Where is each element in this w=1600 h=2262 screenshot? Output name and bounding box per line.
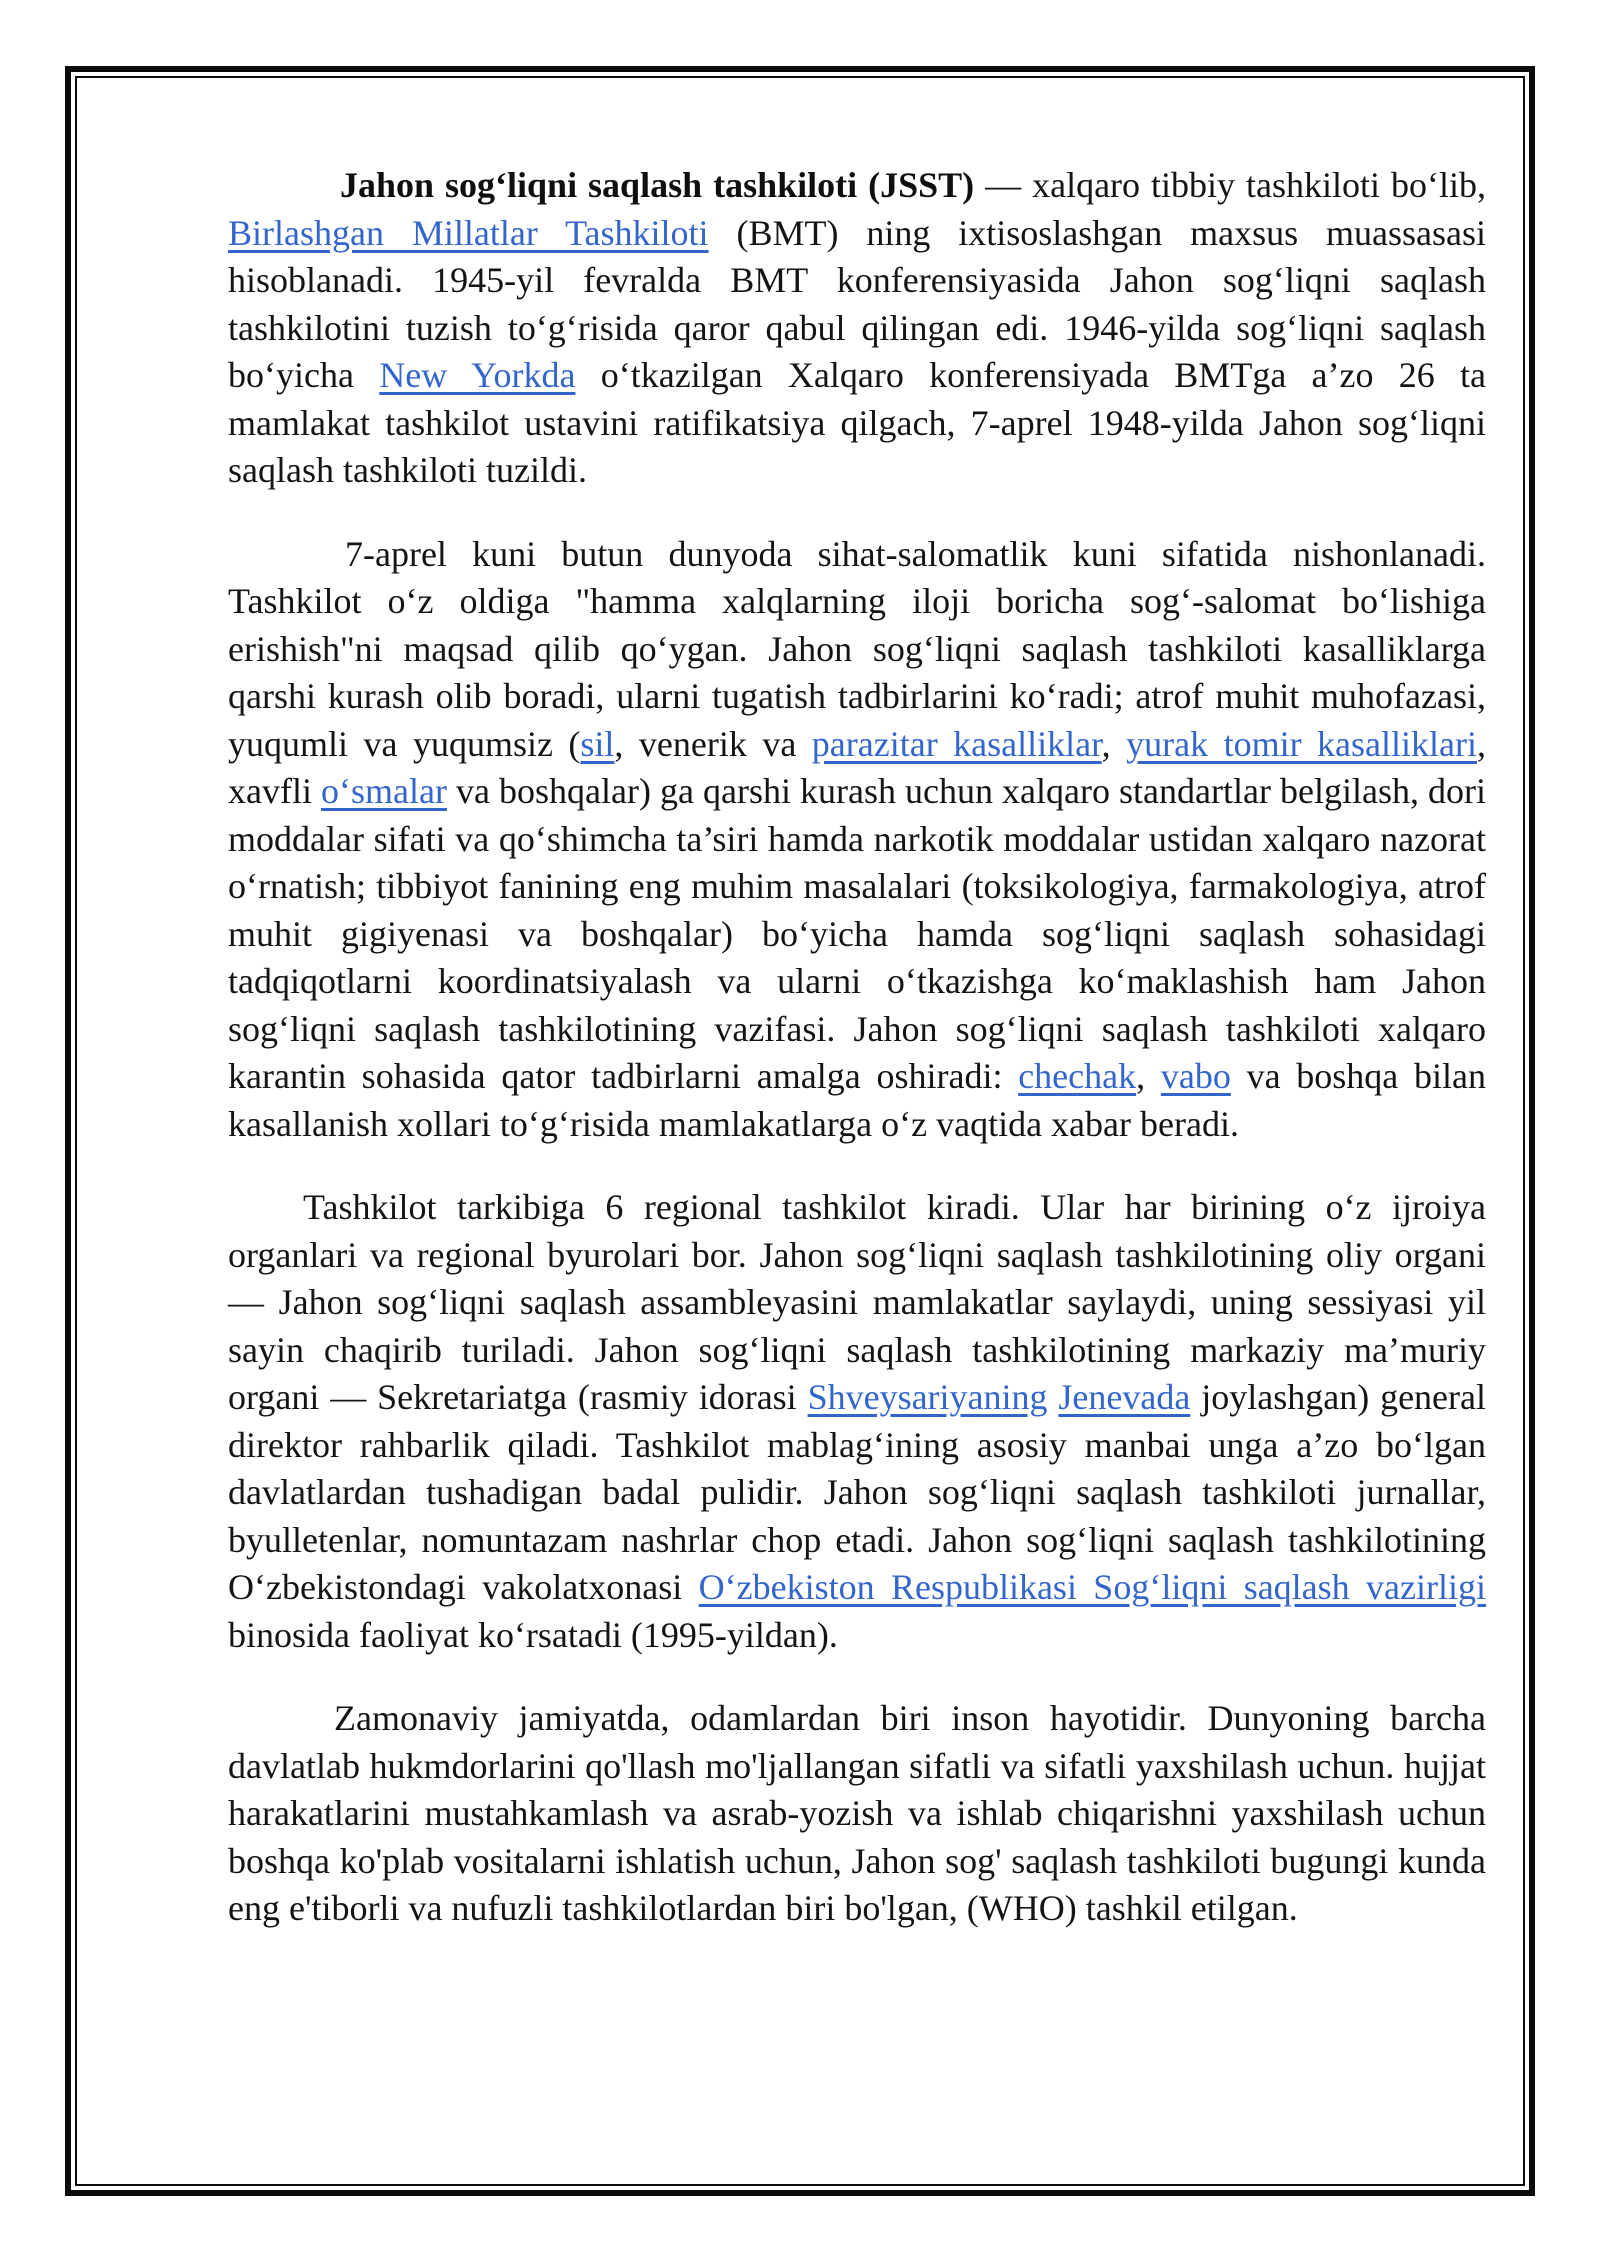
text-run: joylashgan) general direktor rahbarlik qiladi. Tashkilot mablagʻining asosiy manbai unga a’zo boʻlgan davlatlardan tushadigan badal pulidir. Jahon sogʻliqni saqlash tashkiloti jurnallar, byulletenlar, nomuntazam nashrlar chop etadi. Jahon sogʻliqni saqlash tashkilotining Oʻzbekistondagi vakolatxonasi <box>228 1377 1487 1607</box>
link-vabo[interactable]: vabo <box>1160 1056 1231 1096</box>
text-run: , venerik va <box>614 723 812 764</box>
link-sil[interactable]: sil <box>580 723 615 764</box>
link-chechak[interactable]: chechak <box>1018 1056 1137 1096</box>
text-run: , xavfli <box>228 723 1486 811</box>
link-yurak-tomir-kasalliklari[interactable]: yurak tomir kasalliklari <box>1126 723 1477 764</box>
paragraph-intro <box>228 162 1486 495</box>
text-run: va boshqalar) ga qarshi kurash uchun xalqaro standartlar belgilash, dori moddalar sifati va qoʻshimcha ta’siri hamda narkotik moddalar ustidan xalqaro nazorat oʻrnatish; tibbiyot fanining eng muhim masalalari (toksikologiya, farmakologiya, atrof muhit gigiyenasi va boshqalar) boʻyicha hamda sogʻliqni saqlash sohasidagi tadqiqotlarni koordinatsiyalash va ularni oʻtkazishga koʻmaklashish ham Jahon sogʻliqni saqlash tashkilotining vazifasi. Jahon sogʻliqni saqlash tashkiloti xalqaro karantin sohasida qator tadbirlarni amalga oshiradi: <box>228 771 1486 1096</box>
text-run: — xalqaro tibbiy tashkiloti boʻlib, <box>974 165 1486 205</box>
document-body <box>228 162 1486 1933</box>
text-run: , <box>1136 1056 1161 1096</box>
text-run: va boshqa bilan kasallanish xollari toʻgʻrisida mamlakatlarga oʻz vaqtida xabar beradi. <box>228 1056 1487 1144</box>
text-run: (BMT) ning ixtisoslashgan maxsus muassasasi hisoblanadi. 1945-yil fevralda BMT konferensiyasida Jahon sogʻliqni saqlash tashkilotini tuzish toʻgʻrisida qaror qabul qilingan edi. 1946-yilda sogʻliqni saqlash boʻyicha <box>228 212 1487 395</box>
text-run: Zamonaviy jamiyatda, odamlardan biri inson hayotidir. Dunyoning barcha davlatlab hukmdorlarini qo'llash mo'ljallangan sifatli va sifatli yaxshilash uchun. hujjat harakatlarini mustahkamlash va asrab-yozish va ishlab chiqarishni yaxshilash uchun boshqa ko'plab vositalarni ishlatish uchun, Jahon sog' saqlash tashkiloti bugungi kunda eng e'tiborli va nufuzli tashkilotlardan biri bo'lgan, (WHO) tashkil etilgan. <box>228 1698 1486 1928</box>
text-run: oʻtkazilgan Xalqaro konferensiyada BMTga a’zo 26 ta mamlakat tashkilot ustavini ratifikatsiya qilgach, 7-aprel 1948-yilda Jahon sogʻliqni saqlash tashkiloti tuzildi. <box>228 355 1487 490</box>
link-parazitar-kasalliklar[interactable]: parazitar kasalliklar <box>811 723 1102 764</box>
link-uzbekiston-soglikni-saqlash-vazirligi[interactable]: Oʻzbekiston Respublikasi Sogʻliqni saqlash vazirligi <box>698 1567 1486 1607</box>
text-run: binosida faoliyat koʻrsatadi (1995-yildan). <box>228 1614 838 1655</box>
title-bold-text: Jahon sogʻliqni saqlash tashkiloti (JSST) <box>340 165 975 205</box>
link-jeneva[interactable]: Jenevada <box>1058 1377 1191 1417</box>
text-run <box>1048 1377 1059 1417</box>
link-birlashgan-millatlar-tashkiloti[interactable]: Birlashgan Millatlar Tashkiloti <box>228 212 709 253</box>
link-new-york[interactable]: New Yorkda <box>379 355 576 395</box>
paragraph-modern <box>228 1695 1486 1933</box>
text-run: Tashkilot tarkibiga 6 regional tashkilot kiradi. Ular har birining oʻz ijroiya organlari va regional byurolari bor. Jahon sogʻliqni saqlash tashkilotining oliy organi — Jahon sogʻliqni saqlash assambleyasini mamlakatlar saylaydi, uning sessiyasi yil sayin chaqirib turiladi. Jahon sogʻliqni saqlash tashkilotining markaziy ma’muriy organi — Sekretariatga (rasmiy idorasi <box>228 1187 1486 1417</box>
paragraph-structure <box>228 1184 1486 1659</box>
text-run: , <box>1101 723 1127 764</box>
link-shveysariya[interactable]: Shveysariyaning <box>807 1377 1048 1417</box>
paragraph-tasks <box>228 531 1486 1149</box>
text-run: 7-aprel kuni butun dunyoda sihat-salomatlik kuni sifatida nishonlanadi. Tashkilot oʻz oldiga "hamma xalqlarning iloji boricha sogʻ-salomat boʻlishiga erishish"ni maqsad qilib qoʻygan. Jahon sogʻliqni saqlash tashkiloti kasalliklarga qarshi kurash olib boradi, ularni tugatish tadbirlarini koʻradi; atrof muhit muhofazasi, yuqumli va yuqumsiz ( <box>228 533 1486 764</box>
link-osmalar[interactable]: oʻsmalar <box>321 771 447 811</box>
